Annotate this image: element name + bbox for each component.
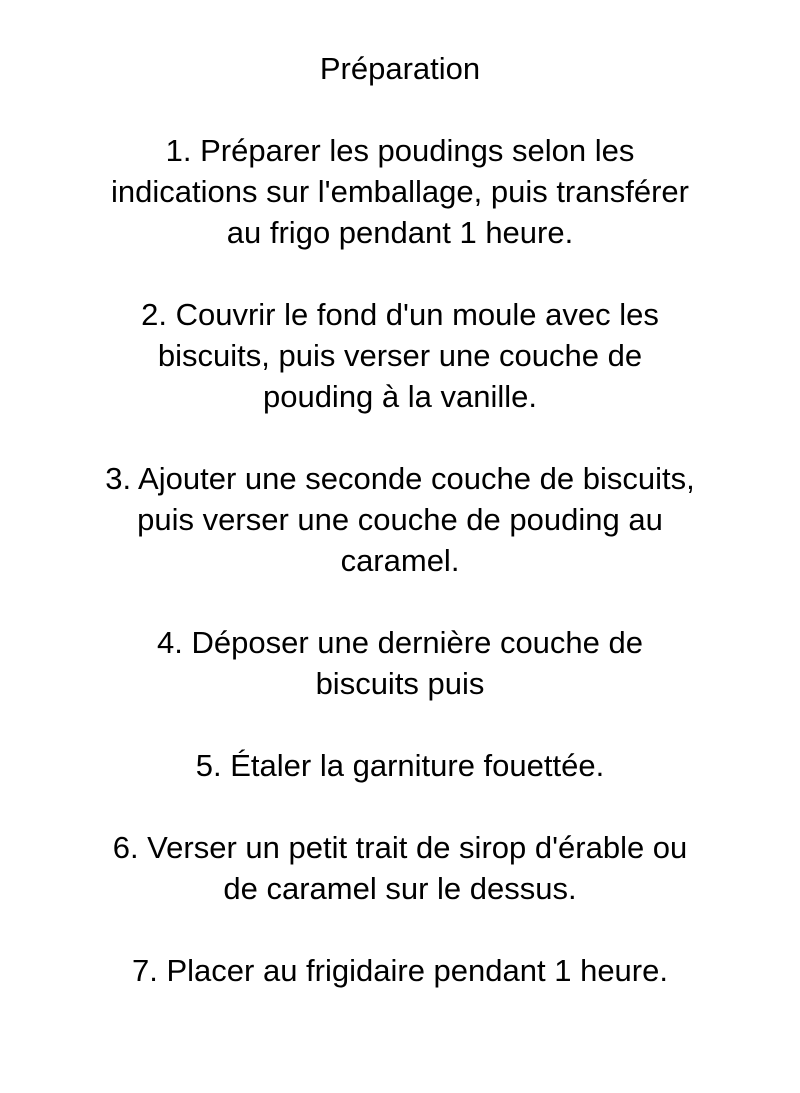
step-1-line-1: 1. Préparer les poudings selon les	[165, 133, 635, 168]
step-2	[0, 294, 800, 417]
step-6-line-1: 6. Verser un petit trait de sirop d'érable ou	[112, 830, 688, 865]
step-3-line-1: 3. Ajouter une seconde couche de biscuits,	[105, 461, 695, 496]
step-3-line-3: caramel.	[340, 543, 460, 578]
step-7	[0, 950, 800, 991]
step-3	[0, 458, 800, 581]
step-1-line-2: indications sur l'emballage, puis transférer	[111, 174, 689, 209]
step-5-line-1: 5. Étaler la garniture fouettée.	[195, 748, 605, 783]
step-2-line-1: 2. Couvrir le fond d'un moule avec les	[141, 297, 659, 332]
step-6	[0, 827, 800, 909]
step-4	[0, 622, 800, 704]
section-title: Préparation	[319, 51, 481, 86]
step-4-line-2: biscuits puis	[315, 666, 485, 701]
step-1-line-3: au frigo pendant 1 heure.	[226, 215, 574, 250]
step-6-line-2: de caramel sur le dessus.	[223, 871, 577, 906]
step-7-line-1: 7. Placer au frigidaire pendant 1 heure.	[132, 953, 668, 988]
step-4-line-1: 4. Déposer une dernière couche de	[157, 625, 643, 660]
step-3-line-2: puis verser une couche de pouding au	[137, 502, 663, 537]
step-2-line-3: pouding à la vanille.	[262, 379, 538, 414]
step-1	[0, 130, 800, 253]
step-5	[0, 745, 800, 786]
step-2-line-2: biscuits, puis verser une couche de	[157, 338, 643, 373]
recipe-document	[0, 48, 800, 1032]
